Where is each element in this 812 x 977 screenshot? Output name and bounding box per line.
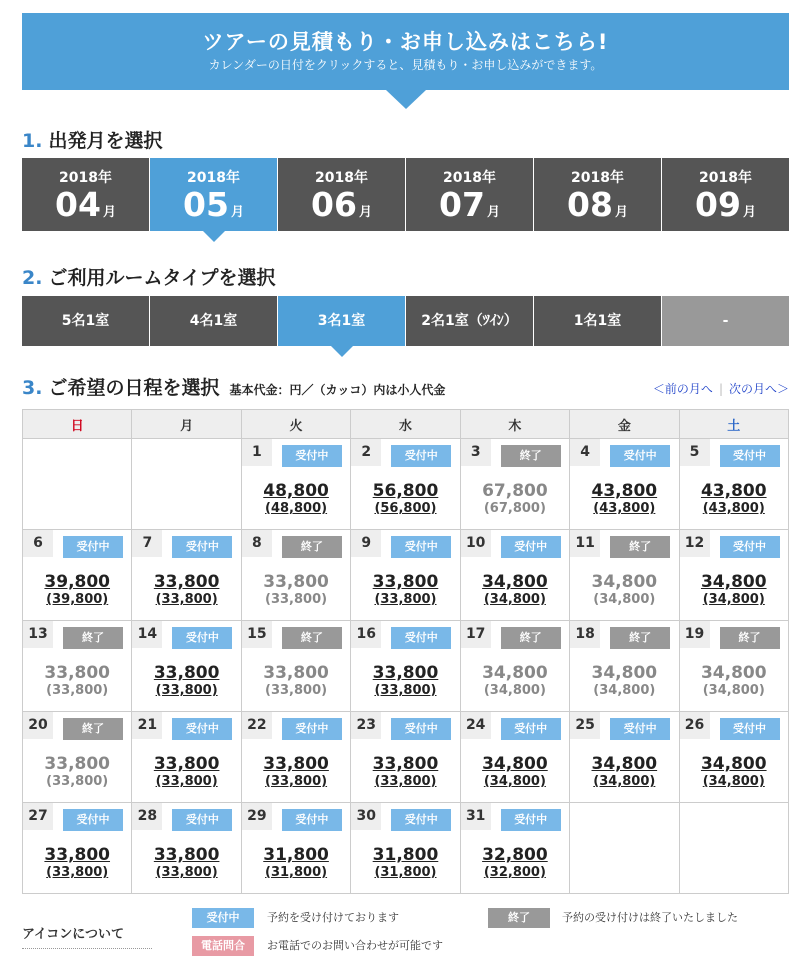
adult-price: 31,800 xyxy=(372,845,439,865)
adult-price: 34,800 xyxy=(591,572,658,592)
child-price: (33,800) xyxy=(155,592,218,607)
adult-price: 33,800 xyxy=(153,754,220,774)
month-tab-month: 05 xyxy=(183,185,229,224)
status-badge[interactable]: 受付中 xyxy=(282,718,342,740)
day-number: 4 xyxy=(570,439,600,466)
status-badge[interactable]: 受付中 xyxy=(501,809,561,831)
calendar-day-cell xyxy=(570,621,679,712)
child-price: (56,800) xyxy=(374,501,437,516)
month-tab-year: 2018年 xyxy=(187,170,240,186)
day-number: 23 xyxy=(351,712,381,739)
calendar-day-cell[interactable] xyxy=(679,439,788,530)
status-badge: 終了 xyxy=(282,536,342,558)
status-badge[interactable]: 受付中 xyxy=(282,445,342,467)
month-tab-06[interactable] xyxy=(278,158,406,231)
calendar-day-cell xyxy=(23,621,132,712)
status-badge[interactable]: 受付中 xyxy=(172,536,232,558)
day-number: 19 xyxy=(680,621,710,648)
calendar-day-cell xyxy=(570,530,679,621)
day-price xyxy=(242,573,350,608)
status-badge[interactable]: 受付中 xyxy=(610,445,670,467)
legend-open-badge: 受付中 xyxy=(192,908,254,928)
month-tab-unit: 月 xyxy=(102,205,116,220)
calendar-empty-cell xyxy=(679,803,788,894)
adult-price: 34,800 xyxy=(700,754,767,774)
tour-banner xyxy=(22,13,789,90)
status-badge[interactable]: 受付中 xyxy=(720,536,780,558)
day-price xyxy=(570,664,678,699)
day-number: 2 xyxy=(351,439,381,466)
status-badge: 終了 xyxy=(610,536,670,558)
day-price xyxy=(570,573,678,608)
day-number: 10 xyxy=(461,530,491,557)
day-price[interactable] xyxy=(132,664,240,699)
day-price[interactable] xyxy=(461,755,569,790)
calendar-day-cell xyxy=(460,621,569,712)
section-3-heading xyxy=(22,373,445,400)
month-tab-05[interactable] xyxy=(150,158,278,231)
day-number: 7 xyxy=(132,530,162,557)
calendar-day-cell[interactable] xyxy=(23,530,132,621)
child-price: (34,800) xyxy=(593,683,656,698)
section-3-title: ご希望の日程を選択 xyxy=(48,377,220,399)
calendar-day-cell[interactable] xyxy=(351,621,460,712)
weekday-thu: 木 xyxy=(460,410,569,439)
status-badge: 終了 xyxy=(720,627,780,649)
calendar-day-cell[interactable] xyxy=(23,803,132,894)
status-badge[interactable]: 受付中 xyxy=(391,809,451,831)
calendar-week-row xyxy=(23,530,789,621)
status-badge[interactable]: 受付中 xyxy=(391,536,451,558)
status-badge: 終了 xyxy=(610,627,670,649)
child-price: (32,800) xyxy=(483,865,546,880)
adult-price: 32,800 xyxy=(482,845,548,865)
price-note: 基本代金：円／（カッコ）内は小人代金 xyxy=(229,383,446,397)
weekday-tue: 火 xyxy=(241,410,350,439)
calendar-day-cell[interactable] xyxy=(460,712,569,803)
calendar-day-cell[interactable] xyxy=(679,530,788,621)
calendar-day-cell[interactable] xyxy=(570,712,679,803)
day-price[interactable] xyxy=(461,846,569,881)
child-price: (33,800) xyxy=(265,592,328,607)
month-tab-08[interactable] xyxy=(534,158,662,231)
day-price xyxy=(461,664,569,699)
room-tab-3[interactable]: 3名1室 xyxy=(278,296,406,346)
calendar-empty-cell xyxy=(132,439,241,530)
legend-phone-text: お電話でのお問い合わせが可能です xyxy=(267,939,443,952)
adult-price: 39,800 xyxy=(44,572,111,592)
day-number: 21 xyxy=(132,712,162,739)
child-price: (34,800) xyxy=(702,592,765,607)
calendar-week-row xyxy=(23,712,789,803)
month-tab-09[interactable] xyxy=(662,158,789,231)
month-tab-year: 2018年 xyxy=(59,170,112,186)
room-tab-2-twin[interactable]: 2名1室（ﾂｲﾝ） xyxy=(406,296,534,346)
calendar-empty-cell xyxy=(570,803,679,894)
status-badge[interactable]: 受付中 xyxy=(391,627,451,649)
month-tab-unit: 月 xyxy=(230,205,244,220)
day-number: 17 xyxy=(461,621,491,648)
day-price[interactable] xyxy=(351,573,459,608)
day-number: 6 xyxy=(23,530,53,557)
banner-title: ツアーの見積もり・お申し込みはこちら! xyxy=(202,30,609,54)
day-price xyxy=(23,755,131,790)
day-number: 3 xyxy=(461,439,491,466)
day-number: 24 xyxy=(461,712,491,739)
adult-price: 48,800 xyxy=(263,481,329,501)
calendar-day-cell xyxy=(241,621,350,712)
adult-price: 33,800 xyxy=(263,663,329,683)
month-tab-04[interactable] xyxy=(22,158,150,231)
calendar-day-cell[interactable] xyxy=(241,712,350,803)
calendar-day-cell[interactable] xyxy=(351,530,460,621)
child-price: (33,800) xyxy=(46,865,109,880)
weekday-wed: 水 xyxy=(351,410,460,439)
day-price[interactable] xyxy=(23,573,131,608)
month-tab-unit: 月 xyxy=(742,205,756,220)
room-tab-none: - xyxy=(662,296,789,346)
prev-month-link[interactable]: ＜前の月へ xyxy=(652,382,713,396)
day-number: 11 xyxy=(570,530,600,557)
day-number: 20 xyxy=(23,712,53,739)
child-price: (34,800) xyxy=(702,683,765,698)
child-price: (33,800) xyxy=(155,774,218,789)
section-2-number: 2. xyxy=(22,267,43,289)
calendar-empty-cell xyxy=(23,439,132,530)
day-price[interactable] xyxy=(351,482,459,517)
section-3-number: 3. xyxy=(22,377,43,399)
adult-price: 33,800 xyxy=(44,663,111,683)
day-number: 28 xyxy=(132,803,162,830)
day-price[interactable] xyxy=(23,846,131,881)
child-price: (39,800) xyxy=(46,592,109,607)
status-badge: 終了 xyxy=(63,627,123,649)
status-badge[interactable]: 受付中 xyxy=(172,627,232,649)
status-badge[interactable]: 受付中 xyxy=(172,718,232,740)
child-price: (48,800) xyxy=(265,501,328,516)
adult-price: 33,800 xyxy=(44,845,111,865)
day-price[interactable] xyxy=(351,664,459,699)
adult-price: 34,800 xyxy=(482,663,548,683)
weekday-fri: 金 xyxy=(570,410,679,439)
month-tabs xyxy=(22,158,789,231)
month-tab-year: 2018年 xyxy=(443,170,496,186)
calendar-day-cell[interactable] xyxy=(679,712,788,803)
calendar-week-row xyxy=(23,621,789,712)
calendar-day-cell[interactable] xyxy=(132,530,241,621)
child-price: (33,800) xyxy=(265,683,328,698)
day-price[interactable] xyxy=(570,755,678,790)
status-badge[interactable]: 受付中 xyxy=(282,809,342,831)
day-number: 26 xyxy=(680,712,710,739)
calendar-day-cell[interactable] xyxy=(570,439,679,530)
adult-price: 56,800 xyxy=(372,481,439,501)
day-number: 8 xyxy=(242,530,272,557)
calendar-week-row xyxy=(23,803,789,894)
day-price[interactable] xyxy=(351,846,459,881)
month-tab-07[interactable] xyxy=(406,158,534,231)
weekday-mon: 月 xyxy=(132,410,241,439)
weekday-sun: 日 xyxy=(23,410,132,439)
status-badge[interactable]: 受付中 xyxy=(172,809,232,831)
child-price: (67,800) xyxy=(483,501,546,516)
child-price: (34,800) xyxy=(483,774,546,789)
day-number: 25 xyxy=(570,712,600,739)
day-number: 16 xyxy=(351,621,381,648)
banner-subtitle: カレンダーの日付をクリックすると、見積もり・お申し込みができます。 xyxy=(208,58,603,72)
calendar-body xyxy=(23,439,789,894)
calendar-day-cell xyxy=(679,621,788,712)
room-tab-5[interactable]: 5名1室 xyxy=(22,296,150,346)
adult-price: 43,800 xyxy=(591,481,658,501)
month-tab-year: 2018年 xyxy=(699,170,752,186)
day-number: 9 xyxy=(351,530,381,557)
child-price: (34,800) xyxy=(702,774,765,789)
calendar-day-cell xyxy=(241,530,350,621)
day-number: 14 xyxy=(132,621,162,648)
status-badge[interactable]: 受付中 xyxy=(610,718,670,740)
month-tab-month: 06 xyxy=(311,185,357,224)
child-price: (43,800) xyxy=(593,501,656,516)
child-price: (43,800) xyxy=(702,501,765,516)
status-badge: 終了 xyxy=(501,627,561,649)
calendar-day-cell[interactable] xyxy=(132,621,241,712)
month-tab-unit: 月 xyxy=(358,205,372,220)
legend-phone-badge: 電話問合 xyxy=(192,936,254,956)
adult-price: 33,800 xyxy=(372,663,439,683)
calendar-day-cell[interactable] xyxy=(351,712,460,803)
section-1-number: 1. xyxy=(22,130,43,152)
child-price: (34,800) xyxy=(483,683,546,698)
day-number: 1 xyxy=(242,439,272,466)
legend-open-text: 予約を受け付けております xyxy=(267,911,399,924)
day-price xyxy=(461,482,569,517)
status-badge[interactable]: 受付中 xyxy=(501,718,561,740)
day-price[interactable] xyxy=(351,755,459,790)
day-price[interactable] xyxy=(680,482,788,517)
banner-arrow-icon xyxy=(386,90,426,109)
day-number: 30 xyxy=(351,803,381,830)
calendar-day-cell[interactable] xyxy=(460,530,569,621)
child-price: (33,800) xyxy=(374,683,437,698)
day-price[interactable] xyxy=(461,573,569,608)
legend-closed-text: 予約の受け付けは終了いたしました xyxy=(562,911,738,924)
day-price[interactable] xyxy=(242,482,350,517)
day-price[interactable] xyxy=(570,482,678,517)
month-nav xyxy=(653,380,789,397)
adult-price: 33,800 xyxy=(372,572,439,592)
calendar-table xyxy=(22,409,789,894)
month-tab-year: 2018年 xyxy=(571,170,624,186)
day-number: 18 xyxy=(570,621,600,648)
day-price[interactable] xyxy=(132,755,240,790)
status-badge: 終了 xyxy=(501,445,561,467)
adult-price: 33,800 xyxy=(372,754,439,774)
child-price: (33,800) xyxy=(374,592,437,607)
status-badge[interactable]: 受付中 xyxy=(63,809,123,831)
child-price: (33,800) xyxy=(374,774,437,789)
status-badge[interactable]: 受付中 xyxy=(720,718,780,740)
section-2-heading xyxy=(22,263,276,290)
child-price: (33,800) xyxy=(46,683,109,698)
month-tab-unit: 月 xyxy=(614,205,628,220)
status-badge: 終了 xyxy=(282,627,342,649)
weekday-header-row xyxy=(23,410,789,439)
status-badge: 終了 xyxy=(63,718,123,740)
status-badge[interactable]: 受付中 xyxy=(501,536,561,558)
day-number: 15 xyxy=(242,621,272,648)
legend-closed-badge: 終了 xyxy=(488,908,550,928)
section-1-title: 出発月を選択 xyxy=(48,130,163,152)
child-price: (33,800) xyxy=(46,774,109,789)
section-1-heading xyxy=(22,126,162,153)
day-price xyxy=(680,664,788,699)
day-price xyxy=(23,664,131,699)
adult-price: 34,800 xyxy=(591,754,658,774)
adult-price: 34,800 xyxy=(700,663,767,683)
child-price: (33,800) xyxy=(155,865,218,880)
section-2-title: ご利用ルームタイプを選択 xyxy=(48,267,276,289)
day-number: 29 xyxy=(242,803,272,830)
calendar-day-cell xyxy=(23,712,132,803)
calendar-day-cell[interactable] xyxy=(351,439,460,530)
status-badge[interactable]: 受付中 xyxy=(391,445,451,467)
adult-price: 34,800 xyxy=(482,754,548,774)
calendar-day-cell[interactable] xyxy=(460,803,569,894)
day-price[interactable] xyxy=(132,846,240,881)
adult-price: 33,800 xyxy=(44,754,111,774)
child-price: (34,800) xyxy=(483,592,546,607)
day-price[interactable] xyxy=(242,846,350,881)
day-price[interactable] xyxy=(132,573,240,608)
room-type-tabs xyxy=(22,296,789,346)
month-tab-month: 07 xyxy=(439,185,485,224)
month-tab-month: 08 xyxy=(567,185,613,224)
adult-price: 33,800 xyxy=(263,754,329,774)
calendar-day-cell[interactable] xyxy=(132,712,241,803)
weekday-sat: 土 xyxy=(679,410,788,439)
child-price: (34,800) xyxy=(593,774,656,789)
child-price: (31,800) xyxy=(374,865,437,880)
month-tab-year: 2018年 xyxy=(315,170,368,186)
calendar-day-cell[interactable] xyxy=(351,803,460,894)
adult-price: 33,800 xyxy=(153,663,220,683)
day-number: 31 xyxy=(461,803,491,830)
month-tab-unit: 月 xyxy=(486,205,500,220)
calendar-week-row xyxy=(23,439,789,530)
adult-price: 33,800 xyxy=(153,845,220,865)
month-tab-month: 09 xyxy=(695,185,741,224)
adult-price: 34,800 xyxy=(700,572,767,592)
calendar-day-cell[interactable] xyxy=(241,439,350,530)
legend-title: アイコンについて xyxy=(22,923,152,949)
adult-price: 43,800 xyxy=(700,481,767,501)
day-number: 13 xyxy=(23,621,53,648)
adult-price: 34,800 xyxy=(591,663,658,683)
day-number: 12 xyxy=(680,530,710,557)
adult-price: 33,800 xyxy=(153,572,220,592)
day-price[interactable] xyxy=(680,755,788,790)
adult-price: 31,800 xyxy=(263,845,329,865)
day-number: 5 xyxy=(680,439,710,466)
child-price: (33,800) xyxy=(155,683,218,698)
child-price: (31,800) xyxy=(265,865,328,880)
calendar-day-cell[interactable] xyxy=(132,803,241,894)
child-price: (33,800) xyxy=(265,774,328,789)
adult-price: 33,800 xyxy=(263,572,329,592)
status-badge[interactable]: 受付中 xyxy=(63,536,123,558)
room-tab-1[interactable]: 1名1室 xyxy=(534,296,662,346)
calendar-day-cell xyxy=(460,439,569,530)
adult-price: 34,800 xyxy=(482,572,548,592)
next-month-link[interactable]: 次の月へ＞ xyxy=(728,382,789,396)
day-number: 22 xyxy=(242,712,272,739)
month-tab-month: 04 xyxy=(55,185,101,224)
calendar-day-cell[interactable] xyxy=(241,803,350,894)
day-price[interactable] xyxy=(242,755,350,790)
day-price xyxy=(242,664,350,699)
day-number: 27 xyxy=(23,803,53,830)
room-tab-4[interactable]: 4名1室 xyxy=(150,296,278,346)
nav-separator: | xyxy=(718,382,723,396)
status-badge[interactable]: 受付中 xyxy=(391,718,451,740)
status-badge[interactable]: 受付中 xyxy=(720,445,780,467)
adult-price: 67,800 xyxy=(482,481,548,501)
day-price[interactable] xyxy=(680,573,788,608)
child-price: (34,800) xyxy=(593,592,656,607)
